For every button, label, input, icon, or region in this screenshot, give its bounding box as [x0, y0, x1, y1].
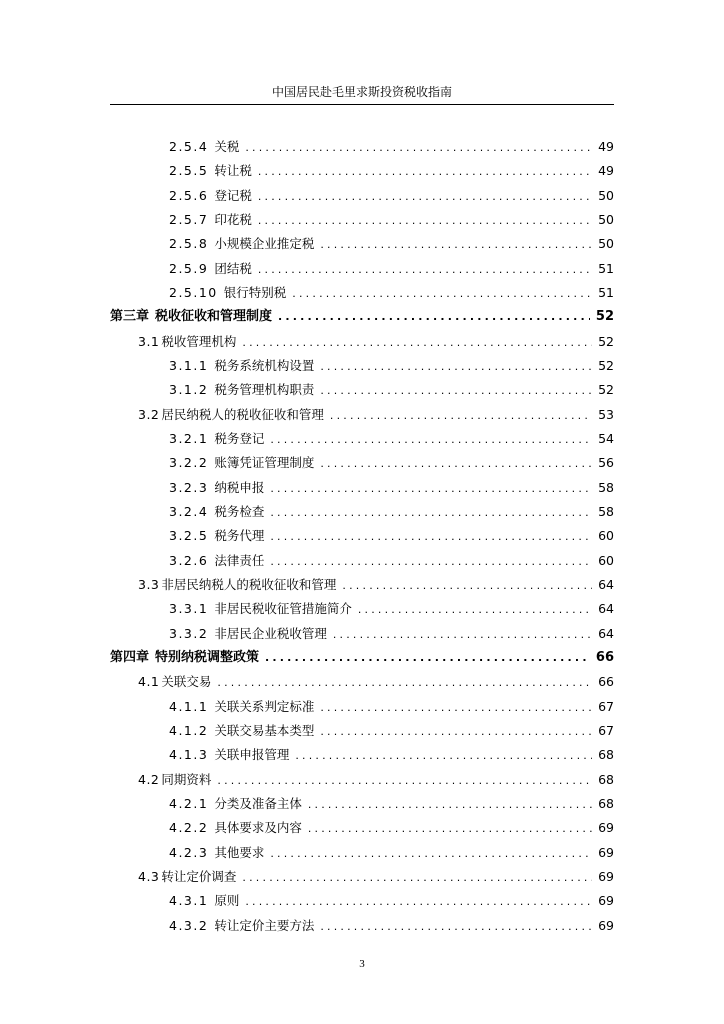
toc-entry-page: 69	[598, 893, 614, 909]
toc-entry-title: 关税	[214, 139, 240, 154]
toc-dot-leader	[320, 379, 592, 403]
toc-entry-number: 4.2.3	[169, 844, 209, 860]
toc-entry[interactable]	[110, 257, 614, 281]
toc-entry-page: 69	[598, 868, 614, 884]
toc-entry[interactable]	[110, 865, 614, 889]
toc-entry-title: 账簿凭证管理制度	[214, 455, 315, 471]
toc-entry-number: 第四章	[110, 649, 150, 665]
toc-entry-title: 转让定价调查	[161, 868, 237, 884]
toc-entry-title: 税务系统机构设置	[214, 357, 315, 373]
toc-entry[interactable]	[110, 914, 614, 938]
toc-chapter-entry[interactable]	[110, 646, 614, 670]
toc-dot-leader	[270, 428, 592, 452]
toc-entry-page: 67	[598, 698, 614, 714]
toc-entry-title: 小规模企业推定税	[214, 236, 315, 252]
toc-dot-leader	[320, 233, 592, 257]
toc-entry[interactable]	[110, 573, 614, 597]
toc-entry[interactable]	[110, 743, 614, 767]
toc-entry-title: 法律责任	[214, 552, 265, 568]
toc-entry-page: 51	[598, 260, 614, 276]
toc-entry-page: 54	[598, 430, 614, 446]
toc-entry-title: 非居民税收征管措施简介	[214, 601, 352, 617]
toc-entry[interactable]	[110, 330, 614, 354]
toc-entry[interactable]	[110, 549, 614, 573]
toc-entry-number: 3.2.5	[169, 528, 209, 544]
toc-entry-page: 68	[598, 747, 614, 763]
toc-entry-number: 4.1.1	[169, 698, 209, 714]
toc-entry-page: 52	[598, 333, 614, 349]
toc-entry-number: 2.5.4	[169, 139, 209, 154]
toc-entry-number: 4.3.1	[169, 893, 209, 909]
page-number: 3	[359, 958, 365, 970]
toc-entry-number: 4.2.1	[169, 795, 209, 811]
toc-entry-page: 56	[598, 455, 614, 471]
toc-entry[interactable]	[110, 427, 614, 451]
toc-entry[interactable]	[110, 695, 614, 719]
toc-dot-leader	[258, 185, 592, 209]
toc-dot-leader	[258, 209, 592, 233]
toc-dot-leader	[242, 331, 592, 355]
toc-dot-leader	[320, 452, 592, 476]
toc-entry-page: 64	[598, 625, 614, 641]
toc-entry-title: 登记税	[214, 187, 252, 203]
toc-entry-title: 税务管理机构职责	[214, 382, 315, 398]
header-rule	[110, 104, 614, 105]
toc-entry[interactable]	[110, 597, 614, 621]
toc-entry[interactable]	[110, 524, 614, 548]
toc-entry-page: 66	[598, 674, 614, 690]
toc-entry-title: 关联交易基本类型	[214, 722, 315, 738]
toc-entry[interactable]	[110, 768, 614, 792]
toc-entry-page: 52	[598, 357, 614, 373]
toc-entry[interactable]	[110, 184, 614, 208]
toc-entry[interactable]	[110, 841, 614, 865]
toc-entry-number: 3.2.3	[169, 479, 209, 495]
toc-entry-number: 第三章	[110, 309, 150, 325]
toc-entry-number: 3.3	[138, 576, 160, 592]
toc-entry-number: 4.3.2	[169, 917, 209, 933]
toc-entry-number: 4.1	[138, 674, 160, 690]
toc-dot-leader	[270, 501, 592, 525]
toc-dot-leader	[270, 842, 592, 866]
toc-dot-leader	[270, 477, 592, 501]
toc-entry-title: 转让税	[214, 163, 252, 179]
toc-dot-leader	[308, 817, 592, 841]
toc-entry-page: 50	[598, 187, 614, 203]
toc-dot-leader	[295, 744, 592, 768]
toc-entry-title: 关联交易	[161, 674, 212, 690]
toc-entry-number: 4.1.2	[169, 722, 209, 738]
toc-entry-number: 3.2.1	[169, 430, 209, 446]
toc-entry-number: 2.5.10	[169, 284, 218, 300]
toc-entry-page: 49	[598, 139, 614, 154]
toc-entry-page: 68	[598, 771, 614, 787]
toc-entry[interactable]	[110, 403, 614, 427]
toc-entry-title: 特别纳税调整政策	[155, 649, 260, 665]
toc-dot-leader	[320, 696, 592, 720]
toc-entry-number: 2.5.7	[169, 211, 209, 227]
toc-entry-number: 4.2	[138, 771, 160, 787]
toc-entry-title: 税务登记	[214, 430, 265, 446]
toc-entry-page: 64	[598, 576, 614, 592]
toc-dot-leader	[308, 793, 592, 817]
toc-entry[interactable]	[110, 670, 614, 694]
toc-entry[interactable]	[110, 232, 614, 256]
toc-dot-leader	[265, 646, 590, 670]
toc-entry-title: 团结税	[214, 260, 252, 276]
toc-entry-page: 67	[598, 722, 614, 738]
toc-entry[interactable]	[110, 816, 614, 840]
toc-dot-leader	[330, 404, 592, 428]
toc-entry-number: 4.3	[138, 868, 160, 884]
toc-entry-page: 69	[598, 844, 614, 860]
toc-entry-page: 52	[595, 309, 614, 325]
toc-entry-number: 3.3.1	[169, 601, 209, 617]
toc-entry[interactable]	[110, 476, 614, 500]
toc-entry-title: 纳税申报	[214, 479, 265, 495]
toc-entry-title: 非居民企业税收管理	[214, 625, 327, 641]
toc-entry-page: 49	[598, 163, 614, 179]
toc-entry-title: 关联关系判定标准	[214, 698, 315, 714]
toc-entry-number: 2.5.5	[169, 163, 209, 179]
toc-entry-number: 2.5.8	[169, 236, 209, 252]
toc-dot-leader	[217, 671, 592, 695]
toc-dot-leader	[258, 258, 592, 282]
toc-entry-page: 52	[598, 382, 614, 398]
toc-entry-title: 同期资料	[161, 771, 212, 787]
toc-dot-leader	[292, 282, 592, 306]
toc-dot-leader	[342, 574, 592, 598]
toc-entry-page: 60	[598, 528, 614, 544]
toc-entry-title: 非居民纳税人的税收征收和管理	[161, 576, 337, 592]
toc-entry-title: 转让定价主要方法	[214, 917, 315, 933]
toc-entry-page: 60	[598, 552, 614, 568]
toc-entry-title: 税务检查	[214, 503, 265, 519]
toc-entry-number: 3.1.1	[169, 357, 209, 373]
toc-entry-page: 68	[598, 795, 614, 811]
toc-entry[interactable]	[110, 378, 614, 402]
toc-entry-number: 3.2.2	[169, 455, 209, 471]
toc-dot-leader	[320, 355, 592, 379]
toc-dot-leader	[278, 305, 590, 329]
toc-dot-leader	[245, 136, 592, 160]
toc-entry-title: 印花税	[214, 211, 252, 227]
toc-dot-leader	[333, 623, 592, 647]
toc-entry-page: 53	[598, 406, 614, 422]
toc-entry-page: 66	[595, 649, 614, 665]
toc-entry-title: 分类及准备主体	[214, 795, 302, 811]
toc-entry-number: 3.2.4	[169, 503, 209, 519]
toc-entry-page: 51	[598, 284, 614, 300]
toc-entry-number: 2.5.9	[169, 260, 209, 276]
toc-entry-title: 其他要求	[214, 844, 265, 860]
toc-entry[interactable]	[110, 889, 614, 913]
toc-entry[interactable]	[110, 281, 614, 305]
toc-entry-number: 3.2.6	[169, 552, 209, 568]
toc-dot-leader	[270, 525, 592, 549]
toc-entry-number: 3.3.2	[169, 625, 209, 641]
toc-entry[interactable]	[110, 500, 614, 524]
toc-entry-number: 4.1.3	[169, 747, 209, 763]
toc-entry-page: 58	[598, 479, 614, 495]
toc-dot-leader	[358, 598, 592, 622]
toc-entry-title: 银行特别税	[223, 284, 287, 300]
toc-entry-page: 69	[598, 820, 614, 836]
toc-dot-leader	[258, 160, 592, 184]
toc-entry-number: 2.5.6	[169, 187, 209, 203]
toc-dot-leader	[242, 866, 592, 890]
toc-entry[interactable]	[110, 159, 614, 183]
toc-dot-leader	[245, 890, 592, 914]
toc-dot-leader	[320, 720, 592, 744]
toc-dot-leader	[270, 550, 592, 574]
toc-entry-number: 3.1.2	[169, 382, 209, 398]
toc-chapter-entry[interactable]	[110, 305, 614, 329]
toc-entry-number: 3.2	[138, 406, 160, 422]
toc-entry[interactable]	[110, 792, 614, 816]
toc-entry-page: 58	[598, 503, 614, 519]
toc-entry[interactable]	[110, 354, 614, 378]
running-header: 中国居民赴毛里求斯投资税收指南	[271, 85, 452, 99]
toc-entry-page: 64	[598, 601, 614, 617]
toc-entry-page: 50	[598, 236, 614, 252]
toc-entry[interactable]	[110, 451, 614, 475]
toc-entry-title: 税收征收和管理制度	[155, 309, 273, 325]
toc-entry-title: 具体要求及内容	[214, 820, 302, 836]
toc-dot-leader	[320, 915, 592, 939]
toc-entry[interactable]	[110, 719, 614, 743]
toc-entry[interactable]	[110, 622, 614, 646]
toc-entry-number: 3.1	[138, 333, 160, 349]
toc-dot-leader	[217, 769, 592, 793]
toc-entry-title: 原则	[214, 893, 240, 909]
toc-entry-title: 关联申报管理	[214, 747, 290, 763]
toc-entry[interactable]	[110, 135, 614, 159]
toc-entry-page: 50	[598, 211, 614, 227]
toc-entry-number: 4.2.2	[169, 820, 209, 836]
toc-entry-title: 居民纳税人的税收征收和管理	[161, 406, 324, 422]
toc-entry[interactable]	[110, 208, 614, 232]
toc-entry-title: 税务代理	[214, 528, 265, 544]
table-of-contents	[110, 135, 614, 938]
toc-entry-page: 69	[598, 917, 614, 933]
toc-entry-title: 税收管理机构	[161, 333, 237, 349]
